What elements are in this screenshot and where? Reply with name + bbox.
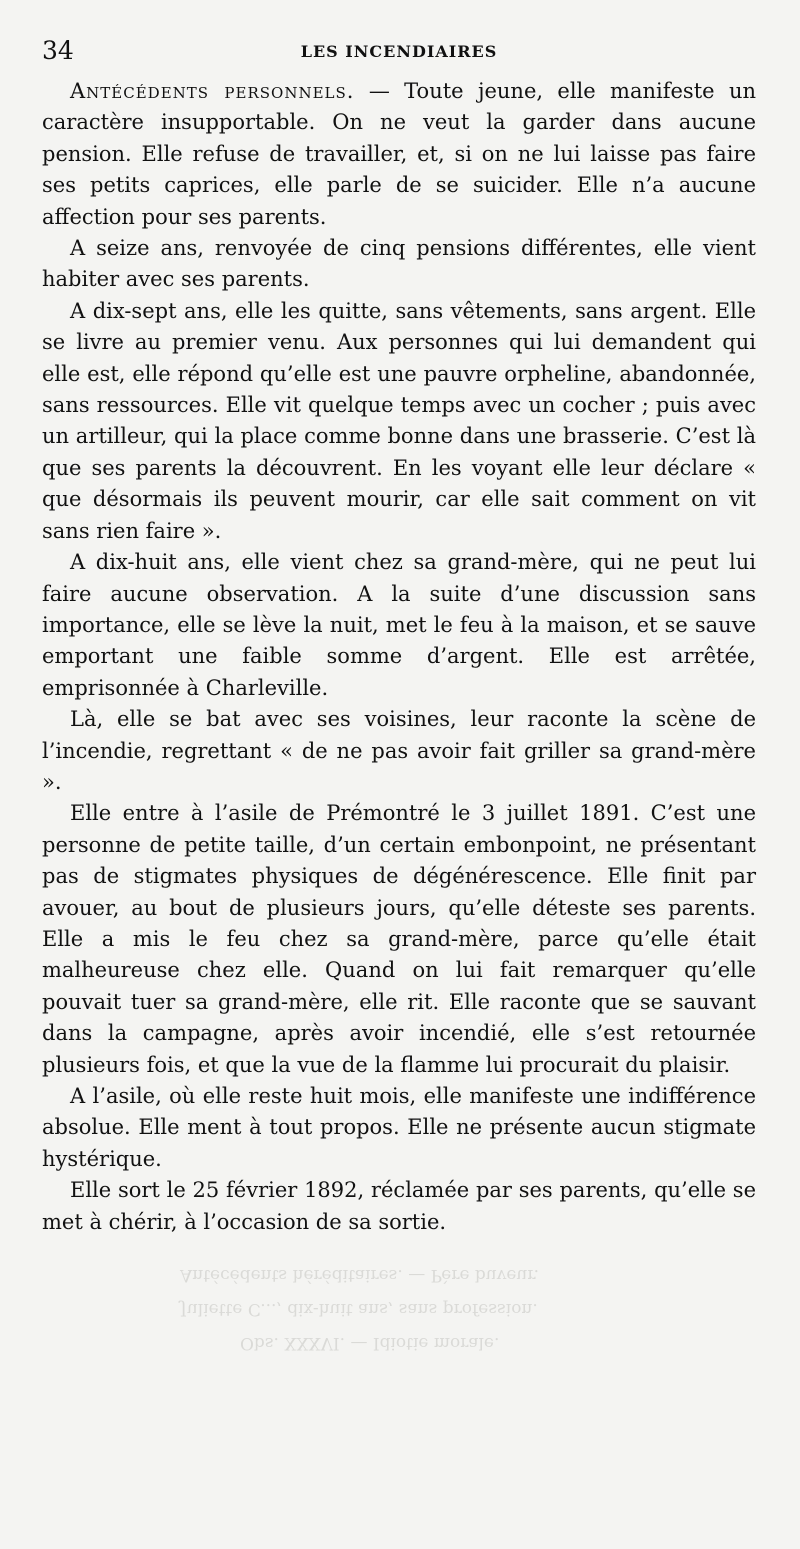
section-heading: Antécédents personnels. [70,79,355,103]
page-content [42,36,756,1238]
paragraph: Elle sort le 25 février 1892, réclamée par ses parents, qu’elle se met à chérir, à l’occasion de sa sortie. [42,1178,756,1234]
running-head [42,36,756,76]
show-through-line: Antécédents héréditaires. — Père buveur. [180,1265,540,1285]
page-number: 34 [42,36,74,65]
show-through-line: Juliette C..., dix-huit ans, sans profession. [180,1299,538,1319]
show-through-text [180,1258,740,1360]
paragraph: A dix-huit ans, elle vient chez sa grand-mère, qui ne peut lui faire aucune observation. A la suite d’une discussion sans importance, elle se lève la nuit, met le feu à la maison, et se sauve emportant une faible somme d’argent. Elle est arrêtée, emprisonnée à Charleville. [42,550,756,700]
paragraph: Là, elle se bat avec ses voisines, leur raconte la scène de l’incendie, regrettant « de ne pas avoir fait griller sa grand-mère ». [42,707,756,794]
running-title: LES INCENDIAIRES [300,42,498,61]
paragraph-antecedents [42,76,756,233]
show-through-line: Obs. XXXVI. — Idiotie morale. [240,1333,500,1353]
paragraph: A dix-sept ans, elle les quitte, sans vêtements, sans argent. Elle se livre au premier venu. Aux personnes qui lui demandent qui elle est, elle répond qu’elle est une pauvre orpheline, abandonnée, sans ressources. Elle vit quelque temps avec un cocher ; puis avec un artilleur, qui la place comme bonne dans une brasserie. C’est là que ses parents la découvrent. En les voyant elle leur déclare « que désormais ils peuvent mourir, car elle sait comment on vit sans rien faire ». [42,298,756,543]
paragraph: Elle entre à l’asile de Prémontré le 3 juillet 1891. C’est une personne de petite taille, d’un certain embonpoint, ne présentant pas de stigmates physiques de dégénérescence. Elle finit par avouer, au bout de plusieurs jours, qu’elle déteste ses parents. Elle a mis le feu chez sa grand-mère, parce qu’elle était malheureuse chez elle. Quand on lui fait remarquer qu’elle pouvait tuer sa grand-mère, elle rit. Elle raconte que se sauvant dans la campagne, après avoir incendié, elle s’est retournée plusieurs fois, et que la vue de la flamme lui procurait du plaisir. [42,801,756,1077]
paragraph-text: — Toute jeune, elle manifeste un caractère insupportable. On ne veut la garder dans aucune pension. Elle refuse de travailler, et, si on ne lui laisse pas faire ses petits caprices, elle parle de se suicider. Elle n’a aucune affection pour ses parents. [42,79,756,229]
paragraph: A l’asile, où elle reste huit mois, elle manifeste une indifférence absolue. Elle ment à tout propos. Elle ne présente aucun stigmate hystérique. [42,1084,756,1171]
paragraph: A seize ans, renvoyée de cinq pensions différentes, elle vient habiter avec ses parents. [42,236,756,292]
